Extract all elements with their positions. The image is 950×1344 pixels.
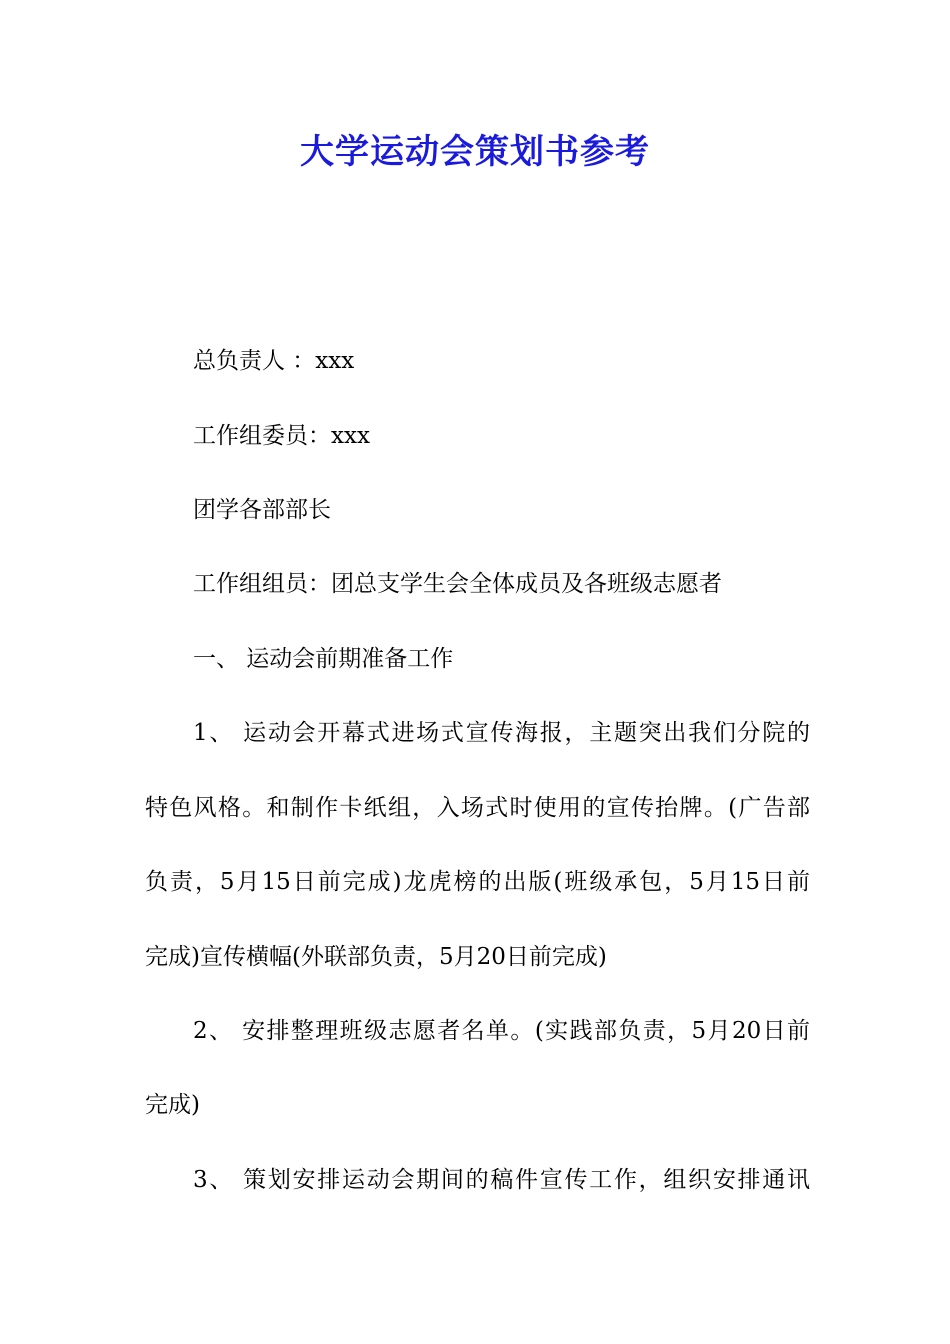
- paragraph-1-line-1: 1、 运动会开幕式进场式宣传海报，主题突出我们分院的: [193, 720, 810, 746]
- paragraph-1-line-4: 完成)宣传横幅(外联部负责，5月20日前完成): [145, 944, 607, 970]
- text-line-chief: 总负责人 ：xxx: [193, 348, 355, 374]
- text-line-ministers: 团学各部部长: [193, 497, 331, 523]
- section-heading-1: 一、 运动会前期准备工作: [193, 646, 454, 672]
- paragraph-1-line-2: 特色风格。和制作卡纸组，入场式时使用的宣传抬牌。(广告部: [145, 795, 810, 821]
- text-line-committee: 工作组委员：xxx: [193, 423, 370, 449]
- paragraph-1-line-3: 负责，5月15日前完成)龙虎榜的出版(班级承包，5月15日前: [145, 869, 810, 895]
- text-line-members: 工作组组员：团总支学生会全体成员及各班级志愿者: [193, 571, 722, 597]
- document-title: 大学运动会策划书参考: [300, 132, 650, 172]
- paragraph-3-line-1: 3、 策划安排运动会期间的稿件宣传工作，组织安排通讯: [193, 1167, 810, 1193]
- paragraph-2-line-2: 完成): [145, 1092, 200, 1118]
- paragraph-2-line-1: 2、 安排整理班级志愿者名单。(实践部负责，5月20日前: [193, 1018, 810, 1044]
